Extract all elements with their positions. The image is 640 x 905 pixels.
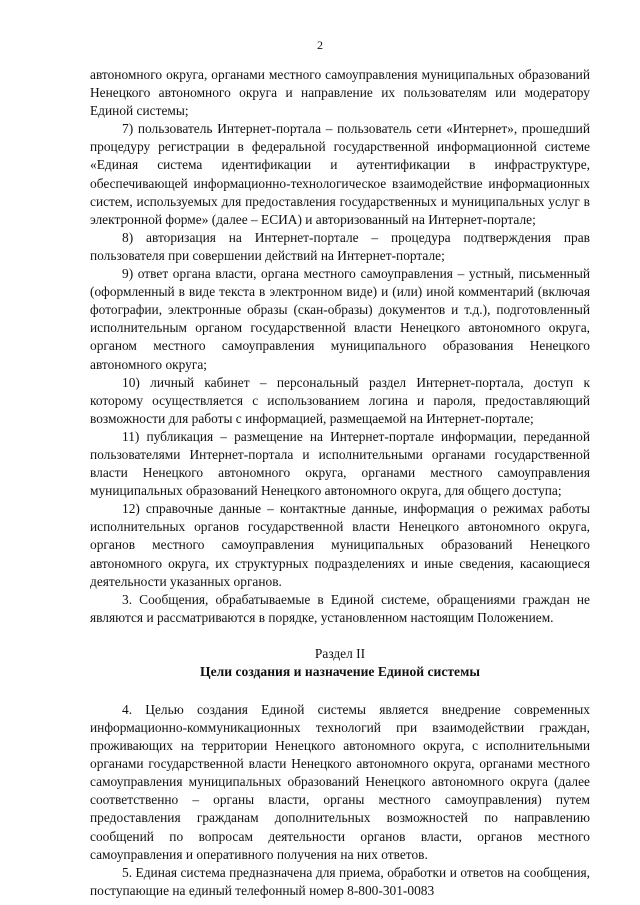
paragraph-continuation: автономного округа, органами местного самоуправления муниципальных образований Ненецкого автономного округа и направление их пользователям или модератору Единой системы; (90, 67, 590, 119)
heading-spacer (90, 681, 590, 701)
section-heading (90, 645, 590, 681)
paragraph-item-11: 11) публикация – размещение на Интернет-портале информации, переданной пользователями Интернет-портала и исполнительными органами государственной власти Ненецкого автономного округа, органами местного самоуправления муниципальных образований Ненецкого автономного округа, для общего доступа; (90, 428, 590, 499)
paragraph-item-7: 7) пользователь Интернет-портала – пользователь сети «Интернет», прошедший процедуру регистрации в федеральной государственной информационной системе «Единая система идентификации и аутентификации в инфраструктуре, обеспечивающей информационно-технологическое взаимодействие информационных систем, используемых для предоставления государственных и муниципальных услуг в электронной форме» (далее – ЕСИА) и авторизованный на Интернет-портале; (90, 121, 590, 227)
paragraph-item-12: 12) справочные данные – контактные данные, информация о режимах работы исполнительных органов государственной власти Ненецкого автономного округа, органов местного самоуправления муниципальных образований Ненецкого автономного округа, их структурных подразделениях и иные сведения, касающиеся деятельности указанных органов. (90, 501, 590, 589)
paragraph-item-9: 9) ответ органа власти, органа местного самоуправления – устный, письменный (оформленный в виде текста в электронном виде) и (или) иной комментарий (включая фотографии, электронные образы (скан-образы) документов и т.д.), подготовленный исполнительным органом государственной власти Ненецкого автономного округа, органом местного самоуправления муниципального образования Ненецкого автономного округа; (90, 266, 590, 372)
paragraph-item-8: 8) авторизация на Интернет-портале – процедура подтверждения прав пользователя при совершении действий на Интернет-портале; (90, 229, 590, 263)
document-body (90, 66, 590, 900)
section-title: Цели создания и назначение Единой системы (200, 663, 480, 679)
paragraph-clause-5: 5. Единая система предназначена для приема, обработки и ответов на сообщения, поступающие на единый телефонный номер 8-800-301-0083 (90, 864, 590, 898)
paragraph-clause-4: 4. Целью создания Единой системы является внедрение современных информационно-коммуникационных технологий при взаимодействии граждан, проживающих на территории Ненецкого автономного округа, с исполнительными органами государственной власти Ненецкого автономного округа, органами местного самоуправления муниципальных образований Ненецкого автономного округа (далее соответственно – органы власти, органы местного самоуправления) путем предоставления гражданам дополнительных возможностей по направлению сообщений по вопросам деятельности органов власти, органов местного самоуправления и оперативного получения на них ответов. (90, 701, 590, 862)
section-number: Раздел II (314, 645, 366, 661)
paragraph-clause-3: 3. Сообщения, обрабатываемые в Единой системе, обращениями граждан не являются и рассматриваются в порядке, установленном настоящим Положением. (90, 591, 590, 625)
paragraph-item-10: 10) личный кабинет – персональный раздел Интернет-портала, доступ к которому осуществляется с использованием логина и пароля, предоставляющий возможности для работы с информацией, размещаемой на Интернет-портале; (90, 374, 590, 426)
page-number: 2 (317, 38, 323, 52)
